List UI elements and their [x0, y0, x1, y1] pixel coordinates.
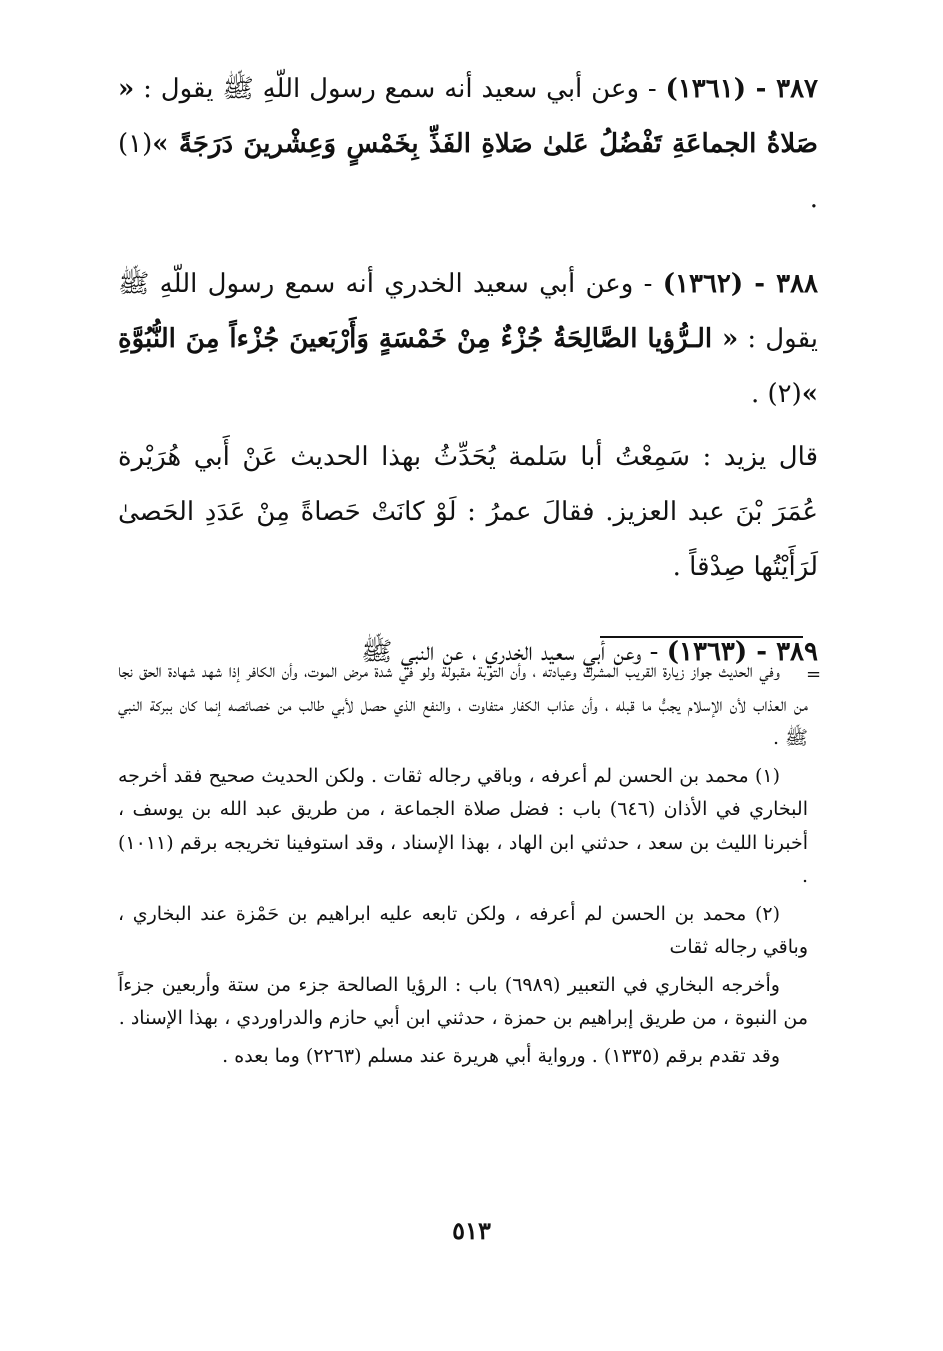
narration-text: قال يزيد : سَمِعْتُ أبا سَلمة يُحَدِّثُ بهذا الحديث عَنْ أَبي هُرَيْرة عُمَرَ بْنَ عبد العزيز. فقالَ عمرُ : لَوْ كانَتْ حَصاةً مِنْ عَدَدِ الحَصىٰ لَرَأَيْتُها صِدْقاً . [118, 442, 818, 582]
footnote-ref: (٢) . [750, 379, 802, 409]
footnote-1: (١) محمد بن الحسن لم أعرفه ، وباقي رجاله ثقات . ولكن الحديث صحيح فقد أخرجه البخاري في الأذان (٦٤٦) باب : فضل صلاة الجماعة ، من طريق عبد الله بن يوسف ، أخبرنا الليث بن سعد ، حدثني ابن الهاد ، بهذا الإسناد ، وقد استوفينا تخريجه برقم (١٠١١) . [118, 764, 808, 887]
footnote-divider [600, 636, 803, 638]
hadith-text: - وعن أبي سعيد الخدري أنه سمع رسول اللّهِ ﷺ يقول : [118, 269, 819, 354]
continuation-mark: = [806, 664, 822, 685]
hadith-number: ٣٨٨ - (١٣٦٢) [662, 269, 819, 299]
hadith-number: ٣٨٩ - (١٣٦٣) [666, 637, 818, 667]
hadith-text: - وعن أبي سعيد أنه سمع رسول اللّهِ ﷺ يقول : [134, 74, 666, 104]
footnote-2-detail: وأخرجه البخاري في التعبير (٦٩٨٩) باب : الرؤيا الصالحة جزء من ستة وأربعين جزءاً من النبوة ، من طريق إبراهيم بن حمزة ، حدثني ابن أبي حازم والدراوردي ، بهذا الإسناد . [118, 973, 808, 1029]
narration-paragraph [118, 430, 818, 595]
page-number: ٥١٣ [452, 1216, 491, 1245]
footnote-continuation: وفي الحديث جواز زيارة القريب المشرك وعيادته ، وأن التوبة مقبولة ولو في شدة مرض الموت، وأن الكافر إذا شهد شهادة الحق نجا من العذاب لأن الإسلام يجبُّ ما قبله ، وأن عذاب الكفار متفاوت ، والنفع الذي حصل لأبي طالب من خصائصه إنما كان ببركة النبي ﷺ . [118, 660, 808, 749]
hadith-388 [118, 257, 818, 422]
hadith-quote: « صَلاةُ الجماعَةِ تَفْضُلُ عَلىٰ صَلاةِ الفَذِّ بِخَمْسٍ وَعِشْرينَ دَرَجَةً » [118, 74, 818, 159]
hadith-text: - وعن أبي سعيد الخدري ، عن النبي ﷺ [361, 637, 667, 667]
footnote-2-extra: وقد تقدم برقم (١٣٣٥) . ورواية أبي هريرة عند مسلم (٢٢٦٣) وما بعده . [222, 1044, 780, 1067]
main-text [118, 62, 818, 680]
footnotes [118, 655, 808, 1077]
footnote-ref: (١) . [118, 129, 818, 214]
hadith-387 [118, 62, 818, 227]
hadith-quote: « الـرُّؤيا الصَّالِحَةُ جُزْءٌ مِنْ خَمْسَةٍ وَأَرْبَعينَ جُزْءاً مِنَ النُّبُوَّةِ » [118, 324, 818, 409]
footnote-2: (٢) محمد بن الحسن لم أعرفه ، ولكن تابعه عليه ابراهيم بن حَمْزة عند البخاري ، وباقي رجاله ثقات [118, 902, 808, 958]
hadith-number: ٣٨٧ - (١٣٦١) [665, 74, 819, 104]
